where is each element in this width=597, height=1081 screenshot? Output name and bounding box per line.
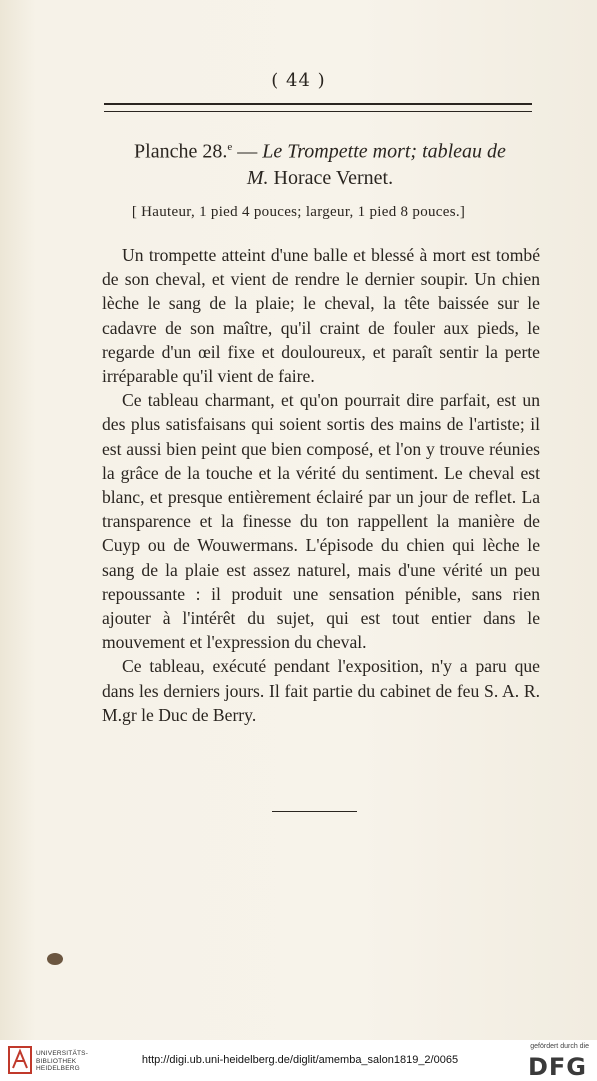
plate-label: Planche 28. [134,140,228,163]
artist-prefix: M. [246,166,269,189]
institution-name [36,1050,88,1073]
viewer-footer [0,1040,597,1081]
plate-superscript: e [227,141,233,153]
institution-line: HEIDELBERG [36,1065,80,1072]
university-seal-icon [8,1046,32,1074]
paragraph-3: Ce tableau, exécuté pendant l'exposition, n'y a paru que dans les derniers jours. Il fait partie du cabinet de feu S. A. R. M.gr le Duc de Berry. [102,656,540,725]
page-number: ( 44 ) [271,70,326,91]
artist-name: Horace Vernet. [268,166,394,189]
plate-heading [60,134,580,191]
funding-caption: gefördert durch die [530,1043,589,1050]
description-text [102,243,540,727]
painting-title: Le Trompette mort; tableau de [262,140,506,163]
heading-dash: — [232,140,263,163]
ink-stain [47,953,63,965]
closing-rule [272,811,357,812]
institution-line: BIBLIOTHEK [36,1057,77,1065]
paragraph-2: Ce tableau charmant, et qu'on pourrait dire parfait, est un des plus satisfaisans qui soient sortis des mains de l'artiste; il est aussi bien peint que bien composé, et l'on y trouve réunies la grâce de la touche et la vérité du sentiment. Le cheval est blanc, et presque entièrement éclairé par un jour de reflet. La transparence et la finesse du ton rappellent la manière de Cuyp ou de Wouwermans. L'épisode du chien qui lèche le sang de la plaie est assez naturel, mais d'une vérité un peu repoussante : il produit une sensation pénible, sans rien ajouter à l'intérêt du sujet, qui est tout entier dans le mouvement et l'expression du cheval. [102,390,540,653]
header-double-rule [104,103,532,112]
permalink[interactable]: http://digi.ub.uni-heidelberg.de/diglit/amemba_salon1819_2/0065 [141,1054,459,1066]
institution-line: UNIVERSITÄTS- [36,1050,89,1057]
paragraph-1: Un trompette atteint d'une balle et blessé à mort est tombé de son cheval, et vient de rendre le dernier soupir. Un chien lèche le sang de la plaie; le cheval, la tête baissée sur le cadavre de son maître, qu'il craint de fouler aux pieds, le regarde d'un œil fixe et douloureux, et paraît sentir la perte irréparable qu'il vient de faire. [102,245,540,387]
dfg-logo: DFG [527,1053,587,1081]
painting-dimensions: [ Hauteur, 1 pied 4 pouces; largeur, 1 pied 8 pouces.] [131,204,466,220]
